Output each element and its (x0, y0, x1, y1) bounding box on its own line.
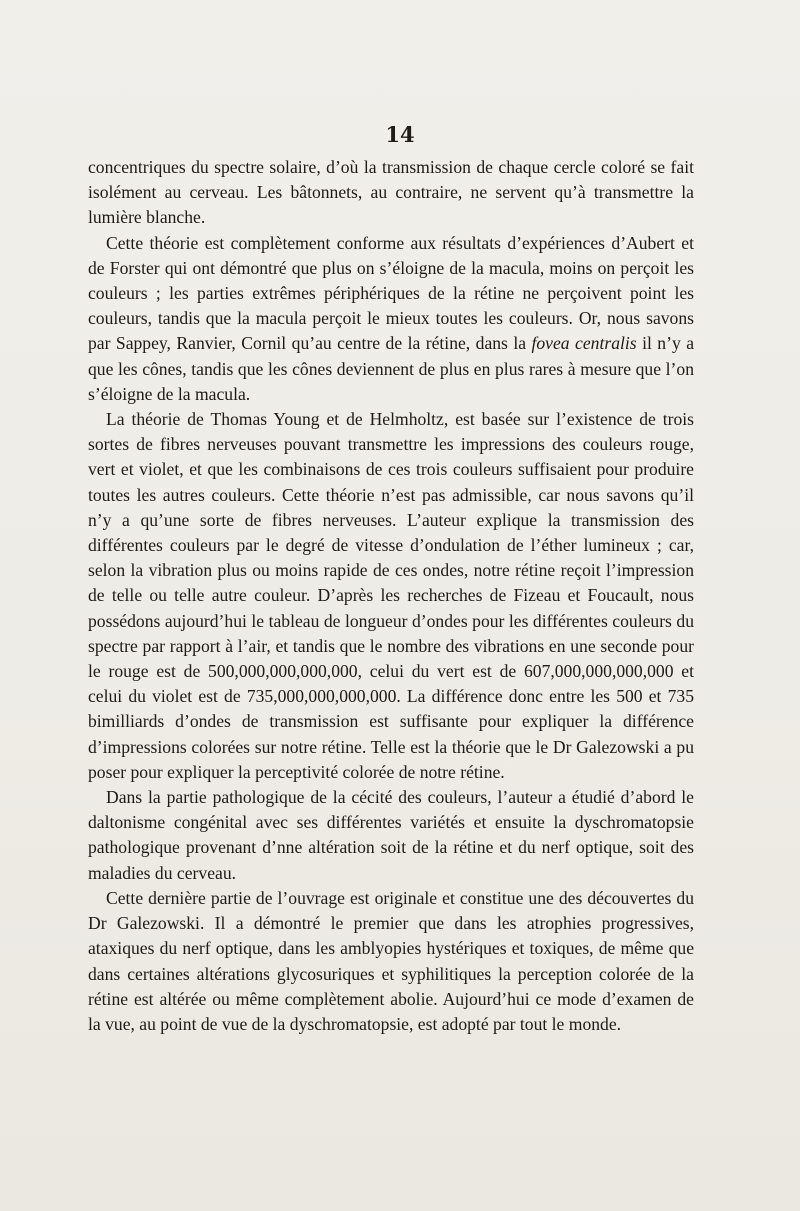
paragraph-4: Dans la partie pathologique de la cécité des couleurs, l’auteur a étudié d’abord le daltonisme congénital avec ses différentes variétés et ensuite la dyschromatopsie pathologique provenant d’nne altération soit de la rétine et du nerf optique, soit des maladies du cerveau. (88, 787, 694, 883)
paragraph-1: concentriques du spectre solaire, d’où la transmission de chaque cercle coloré se fait isolément au cerveau. Les bâtonnets, au contraire, ne servent qu’à transmettre la lumière blanche. (88, 157, 694, 228)
body-text (88, 155, 694, 1037)
paragraph-2-text: Cette théorie est complètement conforme aux résultats d’expériences d’Aubert et de Forster qui ont démontré que plus on s’éloigne de la macula, moins on perçoit les couleurs ; les parties extrêmes périphériques de la rétine ne perçoivent point les couleurs, tandis que la macula perçoit le mieux toutes les couleurs. Or, nous savons par Sappey, Ranvier, Cornil qu’au centre de la rétine, dans la (88, 232, 694, 354)
paragraph-5: Cette dernière partie de l’ouvrage est originale et constitue une des découvertes du Dr Galezowski. Il a démontré le premier que dans les atrophies progressives, ataxiques du nerf optique, dans les amblyopies hystériques et toxiques, de même que dans certaines altérations glycosuriques et syphilitiques la perception colorée de la rétine est altérée ou même complètement abolie. Aujourd’hui ce mode d’examen de la vue, au point de vue de la dyschromatopsie, est adopté par tout le monde. (88, 887, 694, 1034)
paragraph-2 (88, 231, 694, 407)
paragraph-3: La théorie de Thomas Young et de Helmholtz, est basée sur l’existence de trois sortes de fibres nerveuses pouvant transmettre les impressions des couleurs rouge, vert et violet, et que les combinaisons de ces trois couleurs suffisaient pour produire toutes les autres couleurs. Cette théorie n’est pas admissible, car nous savons qu’il n’y a qu’une sorte de fibres nerveuses. L’auteur explique la transmission des différentes couleurs par le degré de vitesse d’ondulation de l’éther lumineux ; car, selon la vibration plus ou moins rapide de ces ondes, notre rétine reçoit l’impression de telle ou telle autre couleur. D’après les recherches de Fizeau et Foucault, nous possédons aujourd’hui le tableau de longueur d’ondes pour les différentes couleurs du spectre par rapport à l’air, et tandis que le nombre des vibrations en une seconde pour le rouge est de 500,000,000,000,000, celui du vert est de 607,000,000,000,000 et celui du violet est de 735,000,000,000,000. La différence donc entre les 500 et 735 bimilliards d’ondes de transmission est suffisante pour expliquer la différence d’impressions colorées sur notre rétine. Telle est la théorie que le Dr Galezowski a pu poser pour expliquer la perceptivité colorée de notre rétine. (88, 409, 694, 782)
paragraph-2-text-after: il n’y a que les cônes, tandis que les cônes deviennent de plus en plus rares à mesure que l’on s’éloigne de la macula. (88, 333, 695, 404)
paragraph-2-italic: fovea centralis (531, 333, 637, 354)
page-number: 14 (385, 122, 415, 147)
